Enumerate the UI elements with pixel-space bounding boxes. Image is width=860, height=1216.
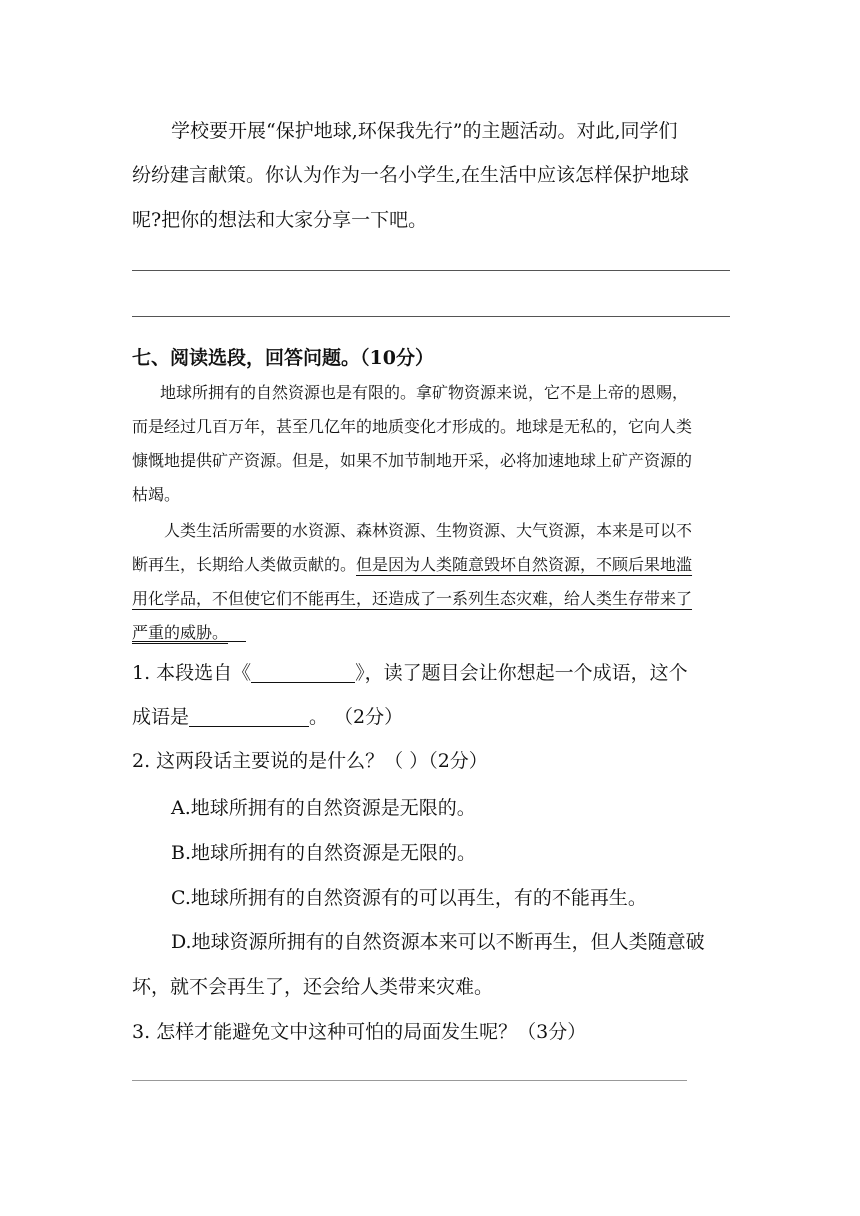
para2-line-2 <box>132 552 732 575</box>
para1-line-3: 慷慨地提供矿产资源。但是，如果不加节制地开采，必将加速地球上矿产资源的 <box>132 451 693 470</box>
question-2: 2. 这两段话主要说的是什么？（ ）（2分） <box>132 750 488 772</box>
option-a: A.地球所拥有的自然资源是无限的。 <box>171 797 476 819</box>
option-c: C.地球所拥有的自然资源有的可以再生，有的不能再生。 <box>171 887 647 909</box>
section-7-heading: 七、阅读选段，回答问题。（10分） <box>132 347 434 369</box>
q1-text-c: 成语是 <box>132 706 190 728</box>
para2-line-2-plain: 断再生，长期给人类做贡献的。 <box>132 555 357 574</box>
para1-line-2: 而是经过几百万年，甚至几亿年的地质变化才形成的。地球是无私的，它向人类 <box>132 417 693 436</box>
para2-line-4: 严重的威胁。 <box>132 623 229 642</box>
option-d-line-2: 坏，就不会再生了，还会给人类带来灾难。 <box>132 976 494 998</box>
option-d-line-1: D.地球资源所拥有的自然资源本来可以不断再生，但人类随意破 <box>171 931 705 953</box>
answer-line-2 <box>132 316 730 317</box>
q1-text-b: 》，读了题目会让你想起一个成语，这个 <box>355 662 688 684</box>
q1-blank-idiom[interactable] <box>189 706 309 727</box>
intro-line-1: 学校要开展“保护地球,环保我先行”的主题活动。对此,同学们 <box>171 120 678 142</box>
answer-line-q3 <box>132 1080 687 1081</box>
q1-blank-title[interactable] <box>251 662 355 683</box>
q1-text-a: 1. 本段选自《 <box>132 662 252 684</box>
question-1 <box>132 658 732 685</box>
question-1-cont <box>132 702 732 729</box>
intro-line-2: 纷纷建言献策。你认为作为一名小学生,在生活中应该怎样保护地球 <box>132 164 690 186</box>
para2-line-3: 用化学品，不但使它们不能再生，还造成了一系列生态灾难，给人类生存带来了 <box>132 589 693 608</box>
para2-underline-tail <box>132 641 246 642</box>
intro-line-3: 呢?把你的想法和大家分享一下吧。 <box>132 209 428 231</box>
question-3: 3. 怎样才能避免文中这种可怕的局面发生呢？（3分） <box>132 1021 587 1043</box>
para1-line-4: 枯竭。 <box>132 485 181 504</box>
q1-text-d: 。 （2分） <box>309 706 404 728</box>
answer-line-1 <box>132 270 730 271</box>
para2-line-2-underlined: 但是因为人类随意毁坏自然资源，不顾后果地滥 <box>356 555 693 574</box>
para1-line-1: 地球所拥有的自然资源也是有限的。拿矿物资源来说，它不是上帝的恩赐， <box>160 383 689 402</box>
option-b: B.地球所拥有的自然资源是无限的。 <box>171 842 477 864</box>
para2-line-1: 人类生活所需要的水资源、森林资源、生物资源、大气资源，本来是可以不 <box>164 521 693 540</box>
